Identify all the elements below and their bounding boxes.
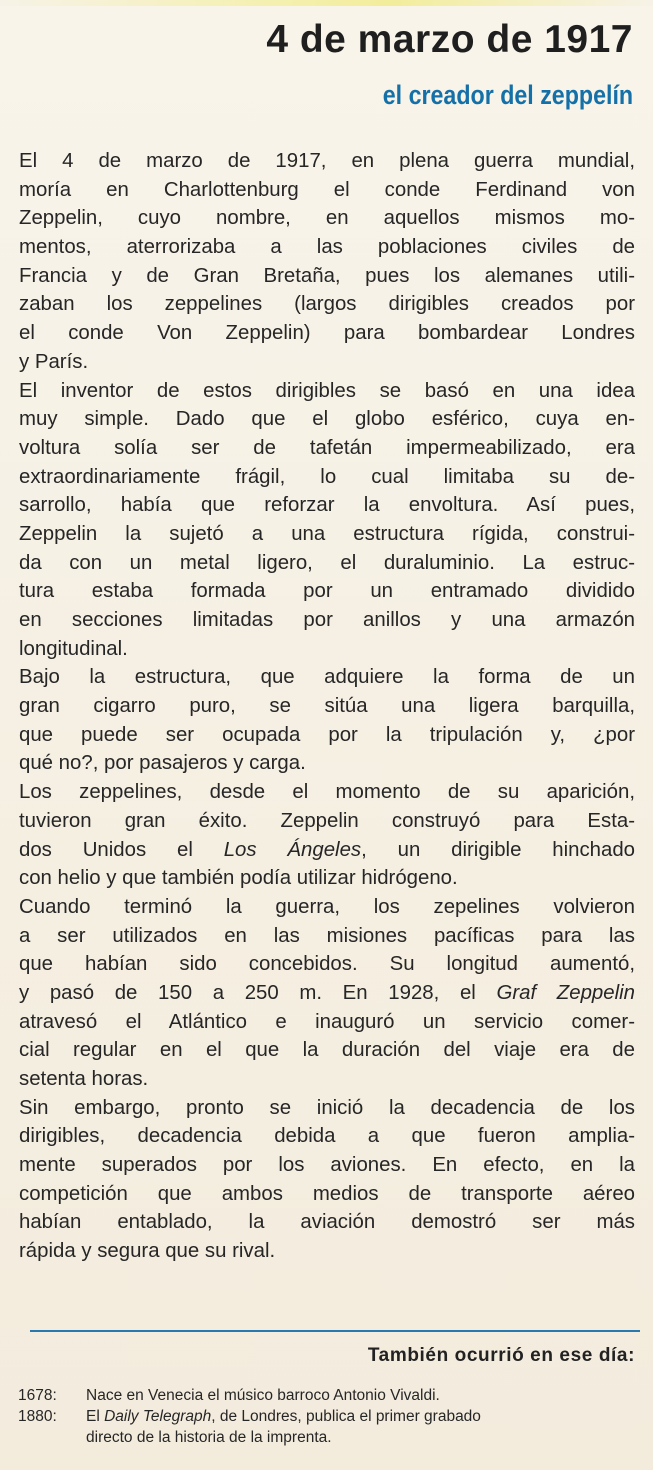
article-body bbox=[19, 147, 635, 1266]
event-description-line: El Daily Telegraph, de Londres, publica el primer grabado bbox=[86, 1408, 481, 1425]
text-line: y pasó de 150 a 250 m. En 1928, el Graf Zeppelin bbox=[19, 981, 635, 1004]
article-paragraph bbox=[19, 1094, 635, 1266]
article-paragraph bbox=[19, 377, 635, 664]
text-line: habían entablado, la aviación demostró ser más bbox=[19, 1211, 635, 1234]
event-item bbox=[18, 1406, 638, 1448]
article-paragraph bbox=[19, 147, 635, 377]
event-item bbox=[18, 1385, 638, 1406]
article-subtitle: el creador del zeppelín bbox=[382, 80, 633, 110]
top-color-strip bbox=[0, 0, 653, 6]
text-line: rápida y segura que su rival. bbox=[19, 1240, 276, 1263]
text-line: a ser utilizados en las misiones pacíficas para las bbox=[19, 924, 635, 947]
text-line: que puede ser ocupada por la tripulación y, ¿por bbox=[19, 723, 635, 746]
text-line: mente superados por los aviones. En efecto, en la bbox=[19, 1154, 635, 1177]
text-line: longitudinal. bbox=[19, 637, 128, 660]
article-paragraph bbox=[19, 778, 635, 893]
text-line: atravesó el Atlántico e inauguró un servicio comer- bbox=[19, 1010, 635, 1033]
text-line: zaban los zeppelines (largos dirigibles creados por bbox=[19, 293, 635, 316]
text-line: Zeppelin la sujetó a una estructura rígida, construi- bbox=[19, 522, 635, 545]
text-line: Zeppelin, cuyo nombre, en aquellos mismos mo- bbox=[19, 207, 635, 230]
text-line: moría en Charlottenburg el conde Ferdinand von bbox=[19, 178, 635, 201]
text-line: tuvieron gran éxito. Zeppelin construyó para Esta- bbox=[19, 809, 635, 832]
text-line: competición que ambos medios de transporte aéreo bbox=[19, 1182, 635, 1205]
text-line: tura estaba formada por un entramado dividido bbox=[19, 580, 635, 603]
text-line: setenta horas. bbox=[19, 1068, 149, 1090]
article-paragraph bbox=[19, 893, 635, 1094]
text-line: Cuando terminó la guerra, los zepelines volvieron bbox=[19, 895, 635, 918]
text-line: muy simple. Dado que el globo esférico, cuya en- bbox=[19, 408, 635, 431]
text-line: Los zeppelines, desde el momento de su aparición, bbox=[19, 781, 635, 804]
text-line: El 4 de marzo de 1917, en plena guerra mundial, bbox=[19, 150, 635, 172]
text-line: mentos, aterrorizaba a las poblaciones civiles de bbox=[19, 236, 635, 259]
event-description bbox=[86, 1406, 638, 1448]
text-line: que habían sido concebidos. Su longitud aumentó, bbox=[19, 953, 635, 976]
text-line: cial regular en el que la duración del viaje era de bbox=[19, 1039, 635, 1062]
text-line: dirigibles, decadencia debida a que fueron amplia- bbox=[19, 1125, 635, 1148]
text-line: qué no?, por pasajeros y carga. bbox=[19, 752, 306, 775]
text-line: voltura solía ser de tafetán impermeabilizado, era bbox=[19, 436, 635, 459]
event-description bbox=[86, 1385, 638, 1406]
events-list bbox=[18, 1385, 638, 1448]
event-year: 1678: bbox=[18, 1387, 57, 1404]
text-line: dos Unidos el Los Ángeles, un dirigible hinchado bbox=[19, 838, 636, 861]
section-divider bbox=[30, 1330, 640, 1332]
text-line: sarrollo, había que reforzar la envoltura. Así pues, bbox=[19, 494, 635, 517]
date-title: 4 de marzo de 1917 bbox=[266, 18, 633, 61]
event-description-line: directo de la historia de la imprenta. bbox=[86, 1429, 332, 1446]
text-line: el conde Von Zeppelin) para bombardear Londres bbox=[19, 322, 635, 345]
text-line: Bajo la estructura, que adquiere la forma de un bbox=[19, 666, 635, 689]
text-line: da con un metal ligero, el duraluminio. La estruc- bbox=[19, 551, 635, 574]
event-description-line: Nace en Venecia el músico barroco Antonio Vivaldi. bbox=[86, 1387, 440, 1404]
text-line: y París. bbox=[19, 350, 89, 373]
also-occurred-heading: También ocurrió en ese día: bbox=[367, 1345, 635, 1366]
text-line: Sin embargo, pronto se inició la decadencia de los bbox=[19, 1096, 635, 1119]
text-line: Francia y de Gran Bretaña, pues los alemanes utili- bbox=[19, 264, 635, 287]
text-line: con helio y que también podía utilizar hidrógeno. bbox=[19, 867, 458, 890]
text-line: en secciones limitadas por anillos y una armazón bbox=[19, 609, 635, 631]
text-line: El inventor de estos dirigibles se basó en una idea bbox=[19, 379, 635, 402]
article-paragraph bbox=[19, 663, 635, 778]
event-year: 1880: bbox=[18, 1408, 57, 1425]
text-line: extraordinariamente frágil, lo cual limitaba su de- bbox=[19, 465, 635, 488]
text-line: gran cigarro puro, se sitúa una ligera barquilla, bbox=[19, 695, 635, 718]
